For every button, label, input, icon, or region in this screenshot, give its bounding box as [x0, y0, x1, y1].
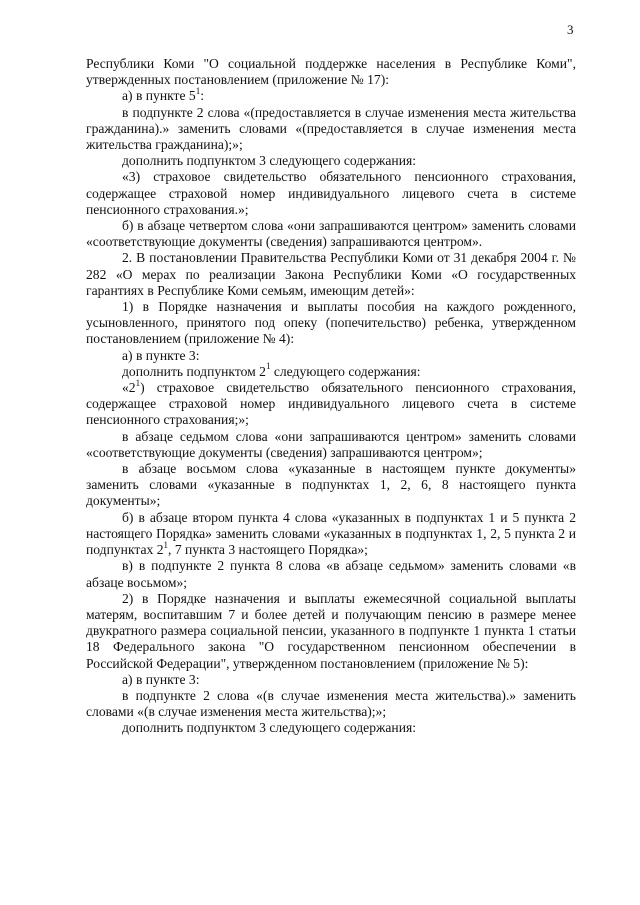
paragraph [86, 299, 576, 348]
page-number: 3 [567, 22, 574, 37]
paragraph-text: следующего содержания: [270, 363, 421, 379]
paragraph-text: а) в пункте 3: [122, 347, 200, 363]
paragraph-text: Республики Коми "О социальной поддержке населения в Республике Коми", утвержденных постановлением (приложение № 17): [86, 56, 576, 88]
document-body [86, 56, 576, 737]
paragraph-text: дополнить подпунктом 3 следующего содержания: [122, 720, 417, 736]
paragraph-text: а) в пункте 3: [122, 671, 200, 687]
paragraph [86, 153, 576, 169]
paragraph-text: в абзаце седьмом слова «они запрашиваются центром» заменить словами «соответствующие документы (сведения) запрашиваются центром»; [86, 428, 576, 460]
paragraph-text: «3) страховое свидетельство обязательного пенсионного страхования, содержащее страховой номер индивидуального лицевого счета в системе пенсионного страхования.»; [86, 169, 576, 217]
paragraph [86, 510, 576, 559]
paragraph [86, 85, 576, 104]
paragraph-text: в абзаце восьмом слова «указанные в настоящем пункте документы» заменить словами «указанные в подпунктах 1, 2, 6, 8 настоящего пункта документы»; [86, 461, 576, 509]
paragraph-text: в) в подпункте 2 пункта 8 слова «в абзаце седьмом» заменить словами «в абзаце восьмом»; [86, 558, 576, 590]
superscript: 1 [135, 377, 141, 388]
paragraph-text: б) в абзаце четвертом слова «они запрашиваются центром» заменить словами «соответствующие документы (сведения) запрашиваются центром». [86, 218, 576, 250]
paragraph [86, 105, 576, 154]
paragraph-text: 2) в Порядке назначения и выплаты ежемесячной социальной выплаты матерям, воспитавшим 7 и более детей и получающим пенсию в размере менее двукратного размера социальной пенсии, указанного в подпункте 1 пункта 1 статьи 18 Федерального закона "О государственном пенсионном обеспечении в Российской Федерации", утвержденном постановлением (приложение № 5): [86, 590, 576, 671]
paragraph-text: в подпункте 2 слова «(в случае изменения места жительства).» заменить словами «(в случае изменения места жительства);»; [86, 687, 576, 720]
paragraph [86, 429, 576, 461]
paragraph [86, 558, 576, 590]
paragraph [86, 250, 576, 299]
paragraph [86, 218, 576, 250]
paragraph-text: 2. В постановлении Правительства Республики Коми от 31 декабря 2004 г. № 282 «О мерах по реализации Закона Республики Коми «О государственных гарантиях в Республике Коми семьям, имеющим детей»: [86, 250, 576, 298]
superscript: 1 [195, 85, 201, 96]
paragraph-text: ) страховое свидетельство обязательного пенсионного страхования, содержащее страховой номер индивидуального лицевого счета в системе пенсионного страхования;»; [86, 380, 576, 428]
paragraph-text: 1) в Порядке назначения и выплаты пособия на каждого рожденного, усыновленного, принятого под опеку (попечительство) ребенка, утвержденном постановлением (приложение № 4): [86, 299, 576, 347]
paragraph-text: «2 [122, 380, 136, 396]
paragraph-text: б) в абзаце втором пункта 4 слова «указанных в подпунктах 1 и 5 пункта 2 настоящего Порядка» заменить словами «указанных в подпунктах 1, 2, 5 пункта 2 и подпунктах 2 [86, 509, 576, 558]
paragraph [86, 56, 576, 88]
paragraph [86, 361, 576, 380]
paragraph-text: , 7 пункта 3 настоящего Порядка»; [168, 542, 368, 558]
paragraph [86, 688, 576, 720]
paragraph-text: : [200, 88, 204, 104]
paragraph-text: дополнить подпунктом 3 следующего содержания: [122, 153, 417, 169]
paragraph-text: а) в пункте 5 [122, 88, 196, 104]
paragraph [86, 169, 576, 218]
superscript: 1 [265, 361, 271, 372]
paragraph [86, 720, 576, 736]
paragraph [86, 591, 576, 672]
superscript: 1 [163, 539, 169, 550]
paragraph [86, 672, 576, 688]
paragraph-text: в подпункте 2 слова «(предоставляется в случае изменения места жительства гражданина).» заменить словами «(предоставляется в случае изменения места жительства гражданина);»; [86, 104, 576, 153]
paragraph [86, 348, 576, 364]
paragraph [86, 461, 576, 510]
paragraph [86, 377, 576, 429]
paragraph-text: дополнить подпунктом 2 [122, 363, 266, 379]
